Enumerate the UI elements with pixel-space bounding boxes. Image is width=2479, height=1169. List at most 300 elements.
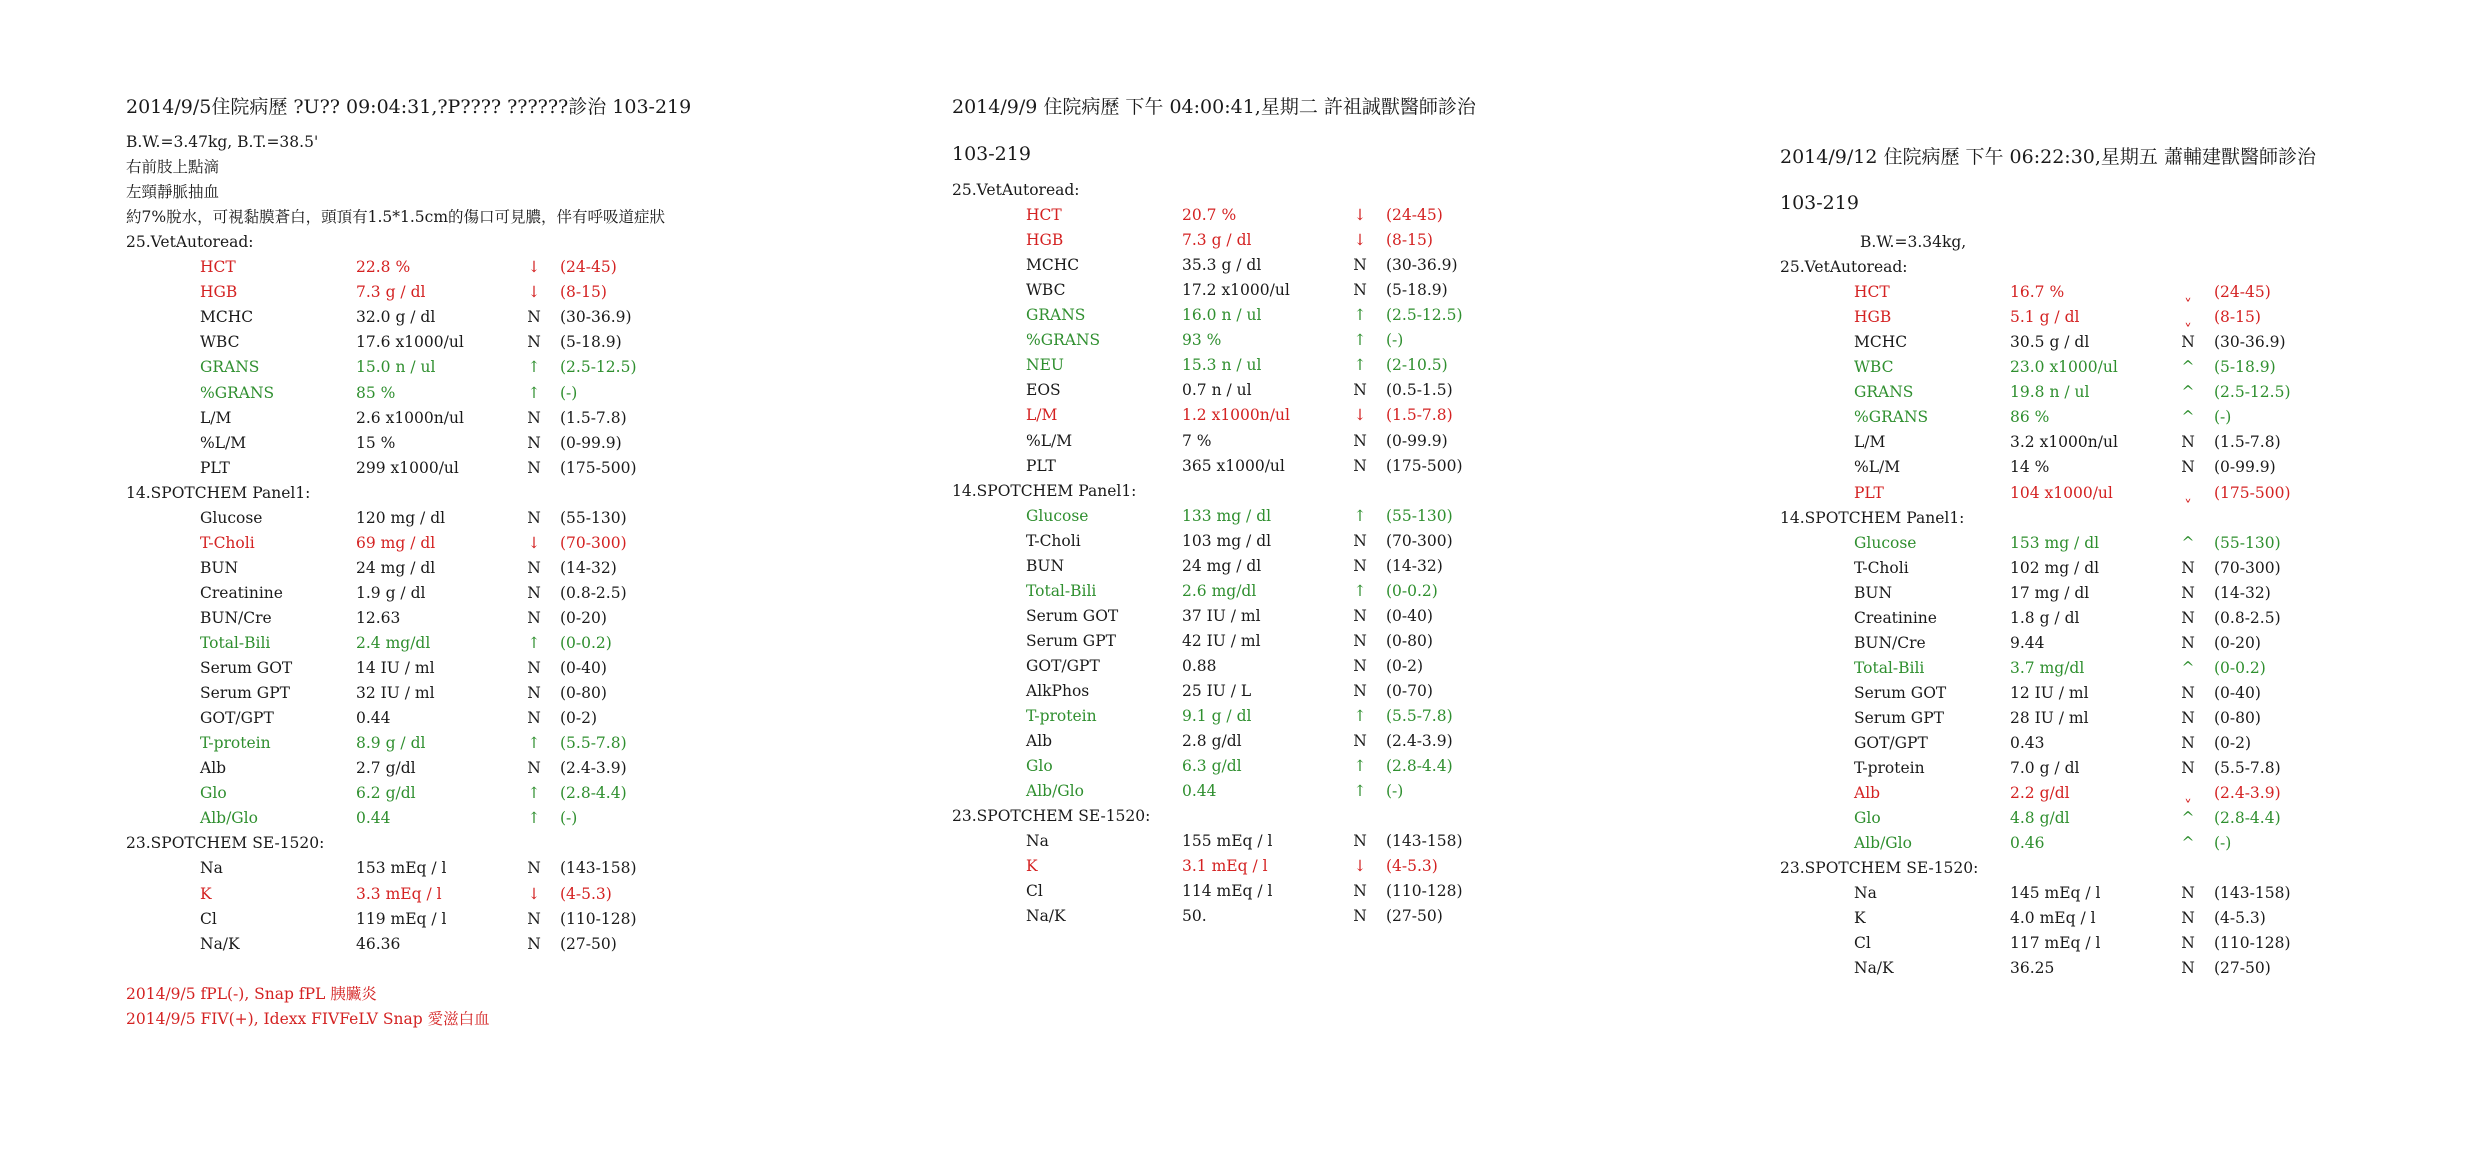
lab-flag: N	[527, 934, 541, 953]
lab-range: (5-18.9)	[2214, 358, 2276, 377]
lab-range: (30-36.9)	[1386, 256, 1458, 275]
lab-name: Serum GPT	[1854, 708, 1944, 727]
lab-flag: ↑	[527, 734, 541, 753]
lab-flag: N	[2181, 333, 2195, 352]
lab-flag: N	[2181, 683, 2195, 702]
lab-value: 9.1 g / dl	[1182, 707, 1252, 726]
lab-range: (0-80)	[2214, 708, 2261, 727]
lab-value: 16.7 %	[2010, 283, 2065, 302]
lab-range: (5-18.9)	[560, 333, 622, 352]
lab-name: %GRANS	[200, 383, 275, 402]
info-line: 左頸靜脈抽血	[126, 183, 220, 202]
lab-name: Serum GOT	[200, 659, 293, 678]
lab-value: 0.44	[356, 809, 391, 828]
lab-name: Cl	[1854, 934, 1871, 953]
lab-value: 2.2 g/dl	[2010, 784, 2070, 803]
info-line: B.W.=3.47kg, B.T.=38.5'	[126, 133, 319, 151]
lab-flag: ^	[2181, 408, 2195, 427]
lab-flag: N	[1353, 907, 1367, 926]
lab-range: (70-300)	[560, 533, 627, 552]
lab-name: HGB	[1854, 308, 1892, 327]
lab-range: (55-130)	[1386, 506, 1453, 525]
lab-range: (5.5-7.8)	[1386, 707, 1453, 726]
lab-range: (0-80)	[1386, 631, 1433, 650]
lab-flag: ↑	[527, 634, 541, 652]
lab-value: 0.7 n / ul	[1182, 381, 1252, 400]
lab-name: MCHC	[1026, 256, 1080, 275]
lab-value: 0.88	[1182, 656, 1217, 675]
lab-range: (8-15)	[560, 283, 607, 302]
lab-name: T-protein	[1026, 707, 1097, 726]
lab-name: K	[1026, 857, 1038, 876]
lab-range: (14-32)	[1386, 556, 1443, 575]
lab-name: Creatinine	[1854, 608, 1937, 627]
lab-flag: ↓	[527, 884, 541, 903]
lab-name: Total-Bili	[1854, 658, 1925, 677]
lab-name: %GRANS	[1854, 408, 1929, 427]
record-title: 2014/9/12 住院病歷 下午 06:22:30,星期五 蕭輔建獸醫師診治	[1780, 146, 2316, 168]
lab-name: %L/M	[1026, 431, 1073, 450]
lab-range: (175-500)	[1386, 456, 1463, 475]
lab-value: 102 mg / dl	[2010, 558, 2100, 577]
lab-flag: ↓	[527, 533, 541, 552]
lab-range: (2.5-12.5)	[560, 358, 637, 377]
lab-flag: N	[527, 458, 541, 477]
lab-name: %L/M	[1854, 458, 1901, 477]
lab-name: PLT	[1854, 483, 1884, 502]
lab-value: 14 %	[2010, 458, 2050, 477]
lab-range: (0-70)	[1386, 682, 1433, 700]
lab-flag: ↑	[1353, 331, 1367, 350]
lab-range: (0-2)	[560, 709, 598, 728]
lab-flag: ↑	[1353, 306, 1367, 325]
lab-name: T-Choli	[1026, 531, 1081, 550]
lab-range: (-)	[1386, 782, 1404, 801]
lab-flag: N	[2181, 608, 2195, 627]
lab-flag: N	[1353, 556, 1367, 575]
lab-value: 299 x1000/ul	[356, 458, 459, 477]
lab-name: Alb/Glo	[200, 809, 258, 828]
lab-range: (2.4-3.9)	[1386, 732, 1453, 751]
lab-flag: ↓	[527, 283, 541, 302]
lab-range: (143-158)	[560, 859, 637, 878]
lab-range: (24-45)	[1386, 206, 1443, 225]
lab-name: Glucose	[200, 508, 263, 527]
lab-name: GOT/GPT	[1026, 656, 1100, 675]
lab-flag: N	[527, 709, 541, 728]
lab-flag: N	[527, 308, 541, 327]
lab-range: (70-300)	[1386, 531, 1453, 550]
lab-flag: N	[527, 608, 541, 627]
section-title: 25.VetAutoread:	[126, 233, 254, 252]
lab-flag: N	[2181, 633, 2195, 652]
lab-range: (55-130)	[560, 508, 627, 527]
lab-name: BUN/Cre	[1854, 633, 1926, 652]
lab-name: GRANS	[1026, 306, 1086, 325]
lab-flag: ^	[2181, 533, 2195, 552]
lab-flag: N	[1353, 656, 1367, 675]
lab-name: T-protein	[200, 734, 271, 753]
lab-range: (8-15)	[1386, 231, 1433, 250]
lab-name: %L/M	[200, 433, 247, 452]
lab-value: 25 IU / L	[1182, 682, 1252, 700]
lab-value: 85 %	[356, 383, 396, 402]
lab-name: Serum GPT	[200, 684, 290, 703]
lab-name: HCT	[1026, 206, 1062, 225]
lab-value: 8.9 g / dl	[356, 734, 426, 753]
lab-value: 36.25	[2010, 959, 2055, 978]
lab-value: 50.	[1182, 907, 1207, 926]
lab-name: Na	[200, 859, 223, 878]
lab-range: (2.4-3.9)	[2214, 784, 2281, 803]
lab-flag: ↑	[1353, 581, 1367, 600]
lab-range: (0-2)	[2214, 734, 2252, 752]
lab-name: Serum GOT	[1026, 606, 1119, 625]
lab-range: (0.8-2.5)	[2214, 608, 2281, 627]
lab-value: 46.36	[356, 934, 401, 953]
lab-range: (27-50)	[2214, 959, 2271, 978]
lab-value: 15.3 n / ul	[1182, 356, 1262, 375]
lab-value: 3.3 mEq / l	[356, 884, 442, 903]
lab-name: Cl	[200, 909, 217, 928]
lab-name: Na/K	[200, 934, 240, 953]
lab-value: 153 mg / dl	[2010, 533, 2100, 552]
lab-name: AlkPhos	[1026, 682, 1090, 700]
lab-name: T-Choli	[1854, 558, 1909, 577]
lab-name: BUN	[1026, 556, 1065, 575]
lab-range: (5.5-7.8)	[2214, 759, 2281, 778]
lab-name: Glo	[1026, 757, 1053, 776]
lab-value: 19.8 n / ul	[2010, 383, 2090, 402]
lab-value: 20.7 %	[1182, 206, 1237, 225]
lab-range: (8-15)	[2214, 308, 2261, 327]
lab-range: (2.8-4.4)	[560, 784, 627, 803]
lab-flag: ↑	[527, 784, 541, 803]
info-line: 右前肢上點滴	[126, 158, 220, 177]
patient-id: 103-219	[952, 143, 1031, 165]
lab-flag: ^	[2181, 358, 2195, 377]
lab-name: GRANS	[200, 358, 260, 377]
lab-flag: ↑	[1353, 506, 1367, 525]
lab-name: Alb	[200, 759, 227, 778]
lab-flag: N	[2181, 558, 2195, 577]
lab-flag: N	[527, 508, 541, 527]
lab-flag: N	[1353, 682, 1367, 700]
lab-flag: ↓	[1353, 406, 1367, 425]
lab-value: 3.7 mg/dl	[2010, 658, 2085, 677]
lab-name: GRANS	[1854, 383, 1914, 402]
lab-name: Total-Bili	[200, 634, 271, 652]
lab-name: L/M	[1026, 406, 1058, 425]
lab-range: (0-40)	[560, 659, 607, 678]
lab-name: NEU	[1026, 356, 1064, 375]
lab-value: 15.0 n / ul	[356, 358, 436, 377]
lab-name: HGB	[200, 283, 238, 302]
lab-range: (2.5-12.5)	[1386, 306, 1463, 325]
lab-range: (0-0.2)	[2214, 658, 2266, 677]
lab-value: 6.2 g/dl	[356, 784, 416, 803]
lab-flag: N	[527, 558, 541, 577]
lab-value: 23.0 x1000/ul	[2010, 358, 2118, 377]
lab-flag: ↓	[1353, 206, 1367, 225]
lab-value: 37 IU / ml	[1182, 606, 1261, 625]
lab-range: (110-128)	[1386, 882, 1463, 901]
lab-range: (24-45)	[2214, 283, 2271, 302]
lab-flag: N	[527, 759, 541, 778]
lab-name: L/M	[200, 408, 232, 427]
lab-flag: N	[527, 408, 541, 427]
lab-range: (-)	[1386, 331, 1404, 350]
lab-name: WBC	[1854, 358, 1894, 377]
lab-name: Serum GOT	[1854, 683, 1947, 702]
lab-range: (-)	[2214, 834, 2232, 853]
lab-flag: N	[527, 333, 541, 352]
lab-name: HCT	[200, 258, 236, 277]
lab-value: 0.43	[2010, 734, 2045, 752]
lab-flag: N	[2181, 734, 2195, 752]
lab-flag: N	[527, 859, 541, 878]
lab-range: (27-50)	[560, 934, 617, 953]
lab-value: 12.63	[356, 608, 401, 627]
lab-flag: N	[527, 433, 541, 452]
lab-range: (30-36.9)	[2214, 333, 2286, 352]
lab-name: Creatinine	[200, 583, 283, 602]
lab-range: (2.8-4.4)	[1386, 757, 1453, 776]
lab-value: 2.4 mg/dl	[356, 634, 431, 652]
lab-name: HCT	[1854, 283, 1890, 302]
lab-range: (14-32)	[2214, 583, 2271, 602]
lab-name: EOS	[1026, 381, 1061, 400]
lab-range: (1.5-7.8)	[1386, 406, 1453, 425]
lab-name: Alb	[1026, 732, 1053, 751]
lab-name: Glo	[200, 784, 227, 803]
lab-value: 133 mg / dl	[1182, 506, 1272, 525]
lab-range: (5.5-7.8)	[560, 734, 627, 753]
info-line: B.W.=3.34kg,	[1860, 233, 1967, 251]
lab-range: (0-99.9)	[1386, 431, 1448, 450]
lab-value: 4.8 g/dl	[2010, 809, 2070, 828]
lab-range: (0-99.9)	[2214, 458, 2276, 477]
lab-value: 32.0 g / dl	[356, 308, 436, 327]
lab-value: 145 mEq / l	[2010, 884, 2101, 903]
lab-value: 155 mEq / l	[1182, 832, 1273, 851]
lab-range: (143-158)	[1386, 832, 1463, 851]
lab-value: 9.44	[2010, 633, 2045, 652]
lab-value: 12 IU / ml	[2010, 683, 2089, 702]
lab-name: Serum GPT	[1026, 631, 1116, 650]
lab-range: (175-500)	[2214, 483, 2291, 502]
lab-name: MCHC	[200, 308, 254, 327]
lab-range: (4-5.3)	[560, 884, 612, 903]
lab-value: 365 x1000/ul	[1182, 456, 1285, 475]
lab-flag: N	[2181, 458, 2195, 477]
lab-range: (30-36.9)	[560, 308, 632, 327]
lab-flag: N	[527, 583, 541, 602]
lab-flag: N	[1353, 431, 1367, 450]
lab-flag: N	[2181, 433, 2195, 452]
lab-range: (0-40)	[2214, 683, 2261, 702]
lab-flag: ˬ	[2184, 784, 2192, 803]
record-title: 2014/9/5住院病歷 ?U?? 09:04:31,?P???? ??????診治 103-219	[126, 96, 692, 118]
lab-value: 103 mg / dl	[1182, 531, 1272, 550]
lab-range: (110-128)	[2214, 934, 2291, 953]
lab-value: 104 x1000/ul	[2010, 483, 2113, 502]
lab-value: 69 mg / dl	[356, 533, 436, 552]
lab-value: 2.6 x1000n/ul	[356, 408, 464, 427]
lab-value: 5.1 g / dl	[2010, 308, 2080, 327]
lab-value: 42 IU / ml	[1182, 631, 1261, 650]
lab-value: 120 mg / dl	[356, 508, 446, 527]
lab-value: 0.44	[356, 709, 391, 728]
lab-range: (27-50)	[1386, 907, 1443, 926]
section-title: 23.SPOTCHEM SE-1520:	[1780, 859, 1979, 878]
lab-name: BUN/Cre	[200, 608, 272, 627]
lab-value: 6.3 g/dl	[1182, 757, 1242, 776]
lab-value: 153 mEq / l	[356, 859, 447, 878]
lab-value: 117 mEq / l	[2010, 934, 2101, 953]
lab-range: (0-0.2)	[1386, 581, 1438, 600]
lab-name: WBC	[200, 333, 240, 352]
lab-flag: N	[2181, 708, 2195, 727]
lab-flag: N	[1353, 256, 1367, 275]
lab-name: BUN	[200, 558, 239, 577]
record-title: 2014/9/9 住院病歷 下午 04:00:41,星期二 許祖誠獸醫師診治	[952, 96, 1476, 118]
lab-flag: N	[1353, 631, 1367, 650]
section-title: 14.SPOTCHEM Panel1:	[126, 483, 311, 502]
lab-flag: ˬ	[2184, 308, 2192, 327]
lab-value: 7.0 g / dl	[2010, 759, 2080, 778]
lab-range: (0-40)	[1386, 606, 1433, 625]
lab-flag: N	[2181, 759, 2195, 778]
lab-value: 7.3 g / dl	[356, 283, 426, 302]
lab-name: Glucose	[1854, 533, 1917, 552]
lab-flag: N	[1353, 531, 1367, 550]
lab-name: WBC	[1026, 281, 1066, 300]
lab-value: 1.9 g / dl	[356, 583, 426, 602]
lab-name: BUN	[1854, 583, 1893, 602]
lab-flag: N	[527, 684, 541, 703]
lab-name: T-Choli	[200, 533, 255, 552]
lab-value: 17 mg / dl	[2010, 583, 2090, 602]
lab-name: Glucose	[1026, 506, 1089, 525]
section-title: 14.SPOTCHEM Panel1:	[952, 481, 1137, 500]
lab-flag: N	[1353, 732, 1367, 751]
lab-name: K	[1854, 909, 1866, 928]
note-line: 2014/9/5 fPL(-), Snap fPL 胰臟炎	[126, 984, 377, 1003]
lab-value: 17.2 x1000/ul	[1182, 281, 1290, 300]
section-title: 25.VetAutoread:	[1780, 258, 1908, 277]
lab-range: (0-0.2)	[560, 634, 612, 652]
lab-value: 4.0 mEq / l	[2010, 909, 2096, 928]
lab-flag: ^	[2181, 383, 2195, 402]
lab-flag: ↑	[1353, 757, 1367, 776]
lab-value: 22.8 %	[356, 258, 411, 277]
lab-flag: N	[2181, 959, 2195, 978]
lab-value: 0.44	[1182, 782, 1217, 801]
lab-name: Na	[1026, 832, 1049, 851]
patient-id: 103-219	[1780, 192, 1859, 214]
lab-range: (0-20)	[560, 608, 607, 627]
lab-flag: ^	[2181, 834, 2195, 853]
lab-flag: ↑	[1353, 356, 1367, 375]
lab-flag: ↓	[1353, 857, 1367, 876]
lab-flag: N	[1353, 456, 1367, 475]
lab-range: (55-130)	[2214, 533, 2281, 552]
lab-value: 2.7 g/dl	[356, 759, 416, 778]
lab-value: 3.1 mEq / l	[1182, 857, 1268, 876]
lab-range: (110-128)	[560, 909, 637, 928]
lab-range: (24-45)	[560, 258, 617, 277]
lab-value: 86 %	[2010, 408, 2050, 427]
lab-value: 35.3 g / dl	[1182, 256, 1262, 275]
lab-name: Na/K	[1854, 959, 1894, 978]
lab-value: 24 mg / dl	[1182, 556, 1262, 575]
lab-value: 30.5 g / dl	[2010, 333, 2090, 352]
lab-flag: ↑	[527, 358, 541, 377]
lab-flag: N	[2181, 884, 2195, 903]
lab-name: Na	[1854, 884, 1877, 903]
lab-range: (175-500)	[560, 458, 637, 477]
lab-range: (143-158)	[2214, 884, 2291, 903]
lab-value: 15 %	[356, 433, 396, 452]
lab-flag: N	[1353, 381, 1367, 400]
lab-value: 93 %	[1182, 331, 1222, 350]
lab-flag: ↑	[1353, 707, 1367, 726]
lab-flag: ↓	[527, 258, 541, 277]
lab-range: (2.8-4.4)	[2214, 809, 2281, 828]
lab-name: %GRANS	[1026, 331, 1101, 350]
lab-range: (70-300)	[2214, 558, 2281, 577]
lab-range: (4-5.3)	[2214, 909, 2266, 928]
lab-range: (1.5-7.8)	[2214, 433, 2281, 452]
lab-range: (2.5-12.5)	[2214, 383, 2291, 402]
lab-flag: N	[2181, 909, 2195, 928]
lab-flag: ↑	[527, 383, 541, 402]
lab-range: (4-5.3)	[1386, 857, 1438, 876]
lab-name: T-protein	[1854, 759, 1925, 778]
lab-value: 17.6 x1000/ul	[356, 333, 464, 352]
lab-range: (2-10.5)	[1386, 356, 1448, 375]
lab-flag: N	[2181, 934, 2195, 953]
lab-value: 16.0 n / ul	[1182, 306, 1262, 325]
lab-value: 1.2 x1000n/ul	[1182, 406, 1290, 425]
lab-value: 3.2 x1000n/ul	[2010, 433, 2118, 452]
section-title: 23.SPOTCHEM SE-1520:	[952, 807, 1151, 826]
lab-range: (0.8-2.5)	[560, 583, 627, 602]
lab-name: Glo	[1854, 809, 1881, 828]
lab-flag: N	[2181, 583, 2195, 602]
lab-range: (14-32)	[560, 558, 617, 577]
lab-flag: N	[1353, 882, 1367, 901]
lab-value: 114 mEq / l	[1182, 882, 1273, 901]
lab-value: 14 IU / ml	[356, 659, 435, 678]
lab-flag: ^	[2181, 658, 2195, 677]
lab-name: PLT	[200, 458, 230, 477]
lab-range: (-)	[2214, 408, 2232, 427]
lab-name: GOT/GPT	[1854, 734, 1928, 752]
lab-value: 2.6 mg/dl	[1182, 581, 1257, 600]
lab-value: 7.3 g / dl	[1182, 231, 1252, 250]
lab-flag: ˬ	[2184, 283, 2192, 302]
lab-range: (1.5-7.8)	[560, 408, 627, 427]
lab-value: 0.46	[2010, 834, 2045, 853]
lab-name: Alb/Glo	[1854, 834, 1912, 853]
lab-name: K	[200, 884, 212, 903]
lab-name: Cl	[1026, 882, 1043, 901]
lab-flag: N	[527, 659, 541, 678]
lab-value: 2.8 g/dl	[1182, 732, 1242, 751]
lab-range: (0-2)	[1386, 656, 1424, 675]
